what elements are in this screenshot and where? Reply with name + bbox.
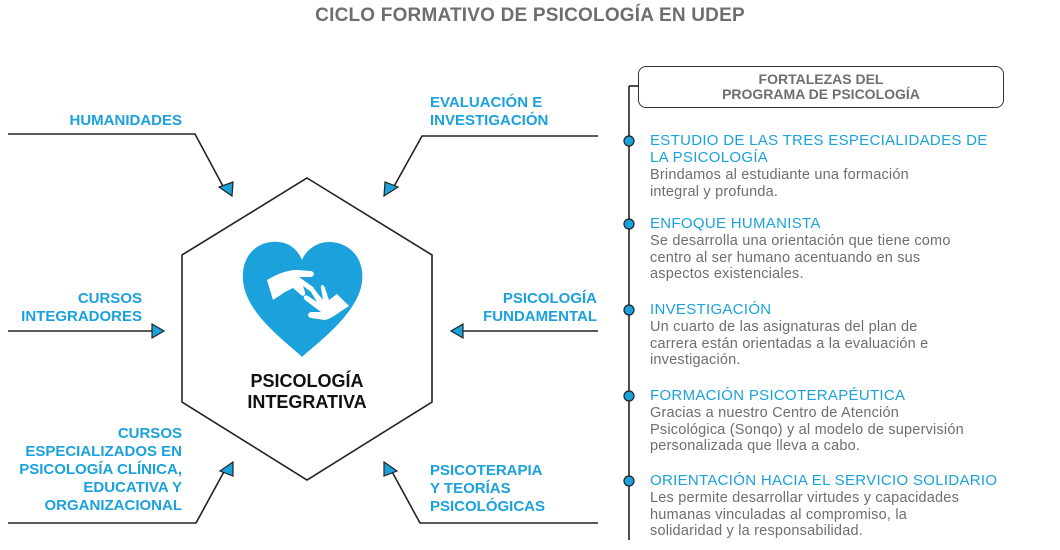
fortaleza-item — [650, 472, 1055, 540]
label-evaluacion: EVALUACIÓN E INVESTIGACIÓN — [430, 94, 549, 129]
timeline-dot — [624, 305, 634, 315]
label-humanidades: HUMANIDADES — [69, 112, 182, 129]
fortaleza-title: ENFOQUE HUMANISTA — [650, 215, 821, 232]
label-cursos-especializados: CURSOS ESPECIALIZADOS EN PSICOLOGÍA CLÍNICA, EDUCATIVA Y ORGANIZACIONAL — [19, 425, 182, 514]
label-psicoterapia: PSICOTERAPIA Y TEORÍAS PSICOLÓGICAS — [430, 462, 546, 515]
fortaleza-item — [650, 132, 1055, 200]
fortaleza-item — [650, 387, 1055, 455]
fortalezas-header: FORTALEZAS DEL PROGRAMA DE PSICOLOGÍA — [638, 66, 1004, 108]
label-cursos-integradores: CURSOS INTEGRADORES — [21, 290, 142, 325]
arrowhead-cursos-integradores — [152, 324, 164, 338]
connector-evaluacion — [392, 136, 598, 190]
fortaleza-title: FORMACIÓN PSICOTERAPÉUTICA — [650, 387, 906, 404]
timeline-dot — [624, 136, 634, 146]
connector-humanidades — [8, 134, 225, 190]
fortaleza-item — [650, 301, 1055, 369]
center-label: PSICOLOGÍA INTEGRATIVA — [247, 371, 367, 412]
fortaleza-desc: Brindamos al estudiante una formación integral y profunda. — [650, 167, 909, 200]
timeline-dot — [624, 391, 634, 401]
label-psicologia-fundamental: PSICOLOGÍA FUNDAMENTAL — [483, 290, 597, 325]
fortaleza-title: ORIENTACIÓN HACIA EL SERVICIO SOLIDARIO — [650, 472, 998, 489]
fortaleza-desc: Gracias a nuestro Centro de Atención Psicológica (Sonqo) y al modelo de supervisión personalizada que lleva a cabo. — [650, 405, 964, 454]
fortaleza-desc: Un cuarto de las asignaturas del plan de carrera están orientadas a la evaluación e investigación. — [650, 319, 929, 368]
timeline-dot — [624, 476, 634, 486]
arrowhead-psicologia-fundamental — [451, 324, 463, 338]
fortaleza-desc: Les permite desarrollar virtudes y capacidades humanas vinculadas al compromiso, la solidaridad y la responsabilidad. — [650, 490, 960, 539]
fortaleza-title: INVESTIGACIÓN — [650, 301, 772, 318]
fortaleza-desc: Se desarrolla una orientación que tiene como centro al ser humano acentuando en sus aspectos existenciales. — [650, 233, 951, 282]
fortaleza-item — [650, 215, 1055, 283]
arrowhead-psicoterapia — [384, 462, 397, 476]
timeline-dot — [624, 219, 634, 229]
page-title: CICLO FORMATIVO DE PSICOLOGÍA EN UDEP — [315, 5, 745, 26]
fortaleza-title: ESTUDIO DE LAS TRES ESPECIALIDADES DE LA PSICOLOGÍA — [650, 132, 988, 166]
